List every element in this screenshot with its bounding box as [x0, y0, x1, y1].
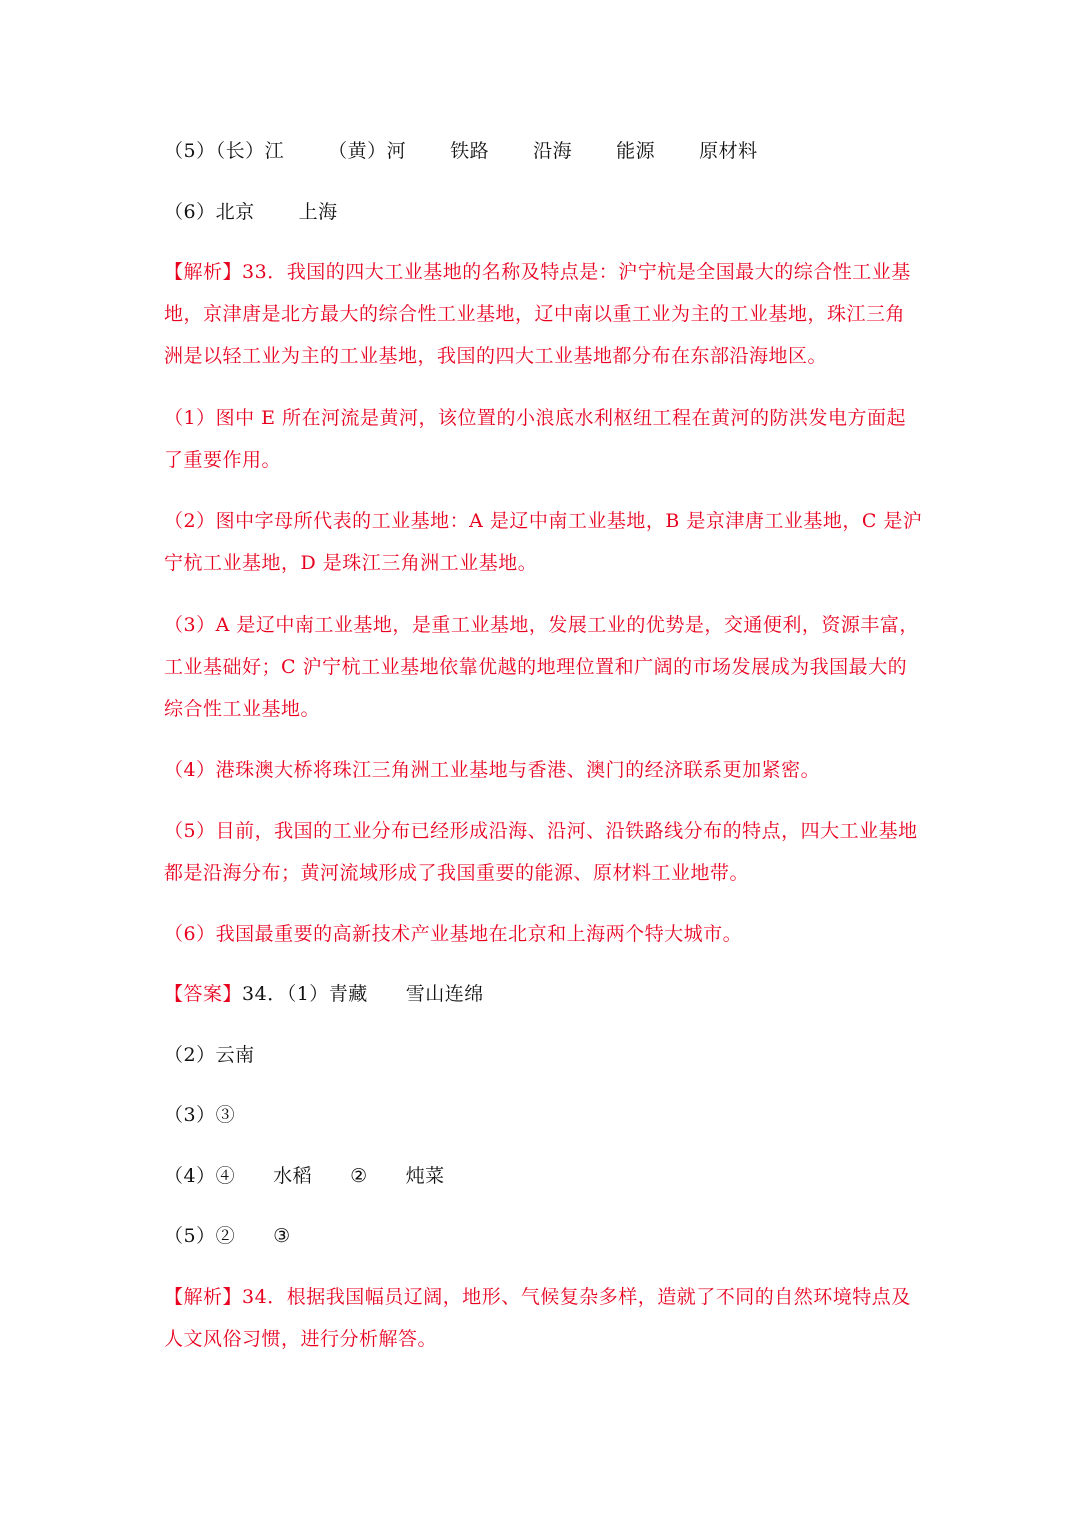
answer-number: （3）: [164, 1104, 216, 1126]
answer-item: （长）江: [215, 140, 285, 162]
analysis-text: （6）我国最重要的高新技术产业基地在北京和上海两个特大城市。: [164, 923, 743, 945]
answer-33-q5: [164, 130, 924, 172]
analysis-tag: 【解析】: [164, 261, 243, 283]
analysis-33-p1: [164, 397, 924, 481]
analysis-tag: 【解析】: [164, 1286, 243, 1308]
answer-34-q4: [164, 1155, 924, 1197]
answer-item: 水稻: [273, 1165, 313, 1187]
answer-item: 上海: [298, 201, 338, 223]
answer-item: 沿海: [533, 140, 573, 162]
analysis-text: （4）港珠澳大桥将珠江三角洲工业基地与香港、澳门的经济联系更加紧密。: [164, 759, 821, 781]
answer-tag: 【答案】: [164, 983, 243, 1005]
answer-item: ②: [350, 1165, 368, 1187]
analysis-text: 33．我国的四大工业基地的名称及特点是：沪宁杭是全国最大的综合性工业基地，京津唐是北方最大的综合性工业基地，辽中南以重工业为主的工业基地，珠江三角洲是以轻工业为主的工业基地，我国的四大工业基地都分布在东部沿海地区。: [164, 261, 911, 367]
answer-34-q3: [164, 1094, 924, 1136]
analysis-33-p6: [164, 913, 924, 955]
answer-number: 34．（1）: [242, 983, 329, 1005]
answer-item: 能源: [616, 140, 656, 162]
answer-number: （4）: [164, 1165, 216, 1187]
answer-number: （5）: [164, 140, 216, 162]
answer-34-q1: [164, 973, 924, 1015]
answer-item: ④: [215, 1165, 236, 1187]
answer-item: 雪山连绵: [405, 983, 484, 1005]
analysis-text: （2）图中字母所代表的工业基地：A 是辽中南工业基地，B 是京津唐工业基地，C 是沪宁杭工业基地，D 是珠江三角洲工业基地。: [164, 510, 923, 574]
answer-number: （2）: [164, 1044, 216, 1066]
answer-34-q5: [164, 1215, 924, 1257]
answer-number: （6）: [164, 201, 216, 223]
answer-33-q6: [164, 191, 924, 233]
answer-item: ③: [273, 1225, 291, 1247]
answer-item: 铁路: [450, 140, 490, 162]
analysis-text: （1）图中 E 所在河流是黄河，该位置的小浪底水利枢纽工程在黄河的防洪发电方面起了重要作用。: [164, 407, 907, 471]
analysis-text: （3）A 是辽中南工业基地，是重工业基地，发展工业的优势是，交通便利，资源丰富，工业基础好；C 沪宁杭工业基地依靠优越的地理位置和广阔的市场发展成为我国最大的综合性工业基地。: [164, 614, 919, 720]
analysis-33-p4: [164, 749, 924, 791]
answer-item: 云南: [215, 1044, 255, 1066]
answer-item: ②: [215, 1225, 236, 1247]
analysis-text: 34．根据我国幅员辽阔，地形、气候复杂多样，造就了不同的自然环境特点及人文风俗习惯，进行分析解答。: [164, 1286, 911, 1350]
analysis-33-intro: [164, 251, 924, 377]
analysis-34: [164, 1276, 924, 1360]
analysis-33-p5: [164, 810, 924, 894]
answer-item: ③: [215, 1104, 236, 1126]
analysis-33-p2: [164, 500, 924, 584]
analysis-text: （5）目前，我国的工业分布已经形成沿海、沿河、沿铁路线分布的特点，四大工业基地都是沿海分布；黄河流域形成了我国重要的能源、原材料工业地带。: [164, 820, 918, 884]
answer-item: 青藏: [328, 983, 368, 1005]
answer-34-q2: [164, 1034, 924, 1076]
analysis-33-p3: [164, 604, 924, 730]
answer-number: （5）: [164, 1225, 216, 1247]
answer-item: 北京: [215, 201, 255, 223]
answer-item: 炖菜: [405, 1165, 445, 1187]
answer-item: 原材料: [699, 140, 758, 162]
answer-item: （黄）河: [328, 140, 407, 162]
